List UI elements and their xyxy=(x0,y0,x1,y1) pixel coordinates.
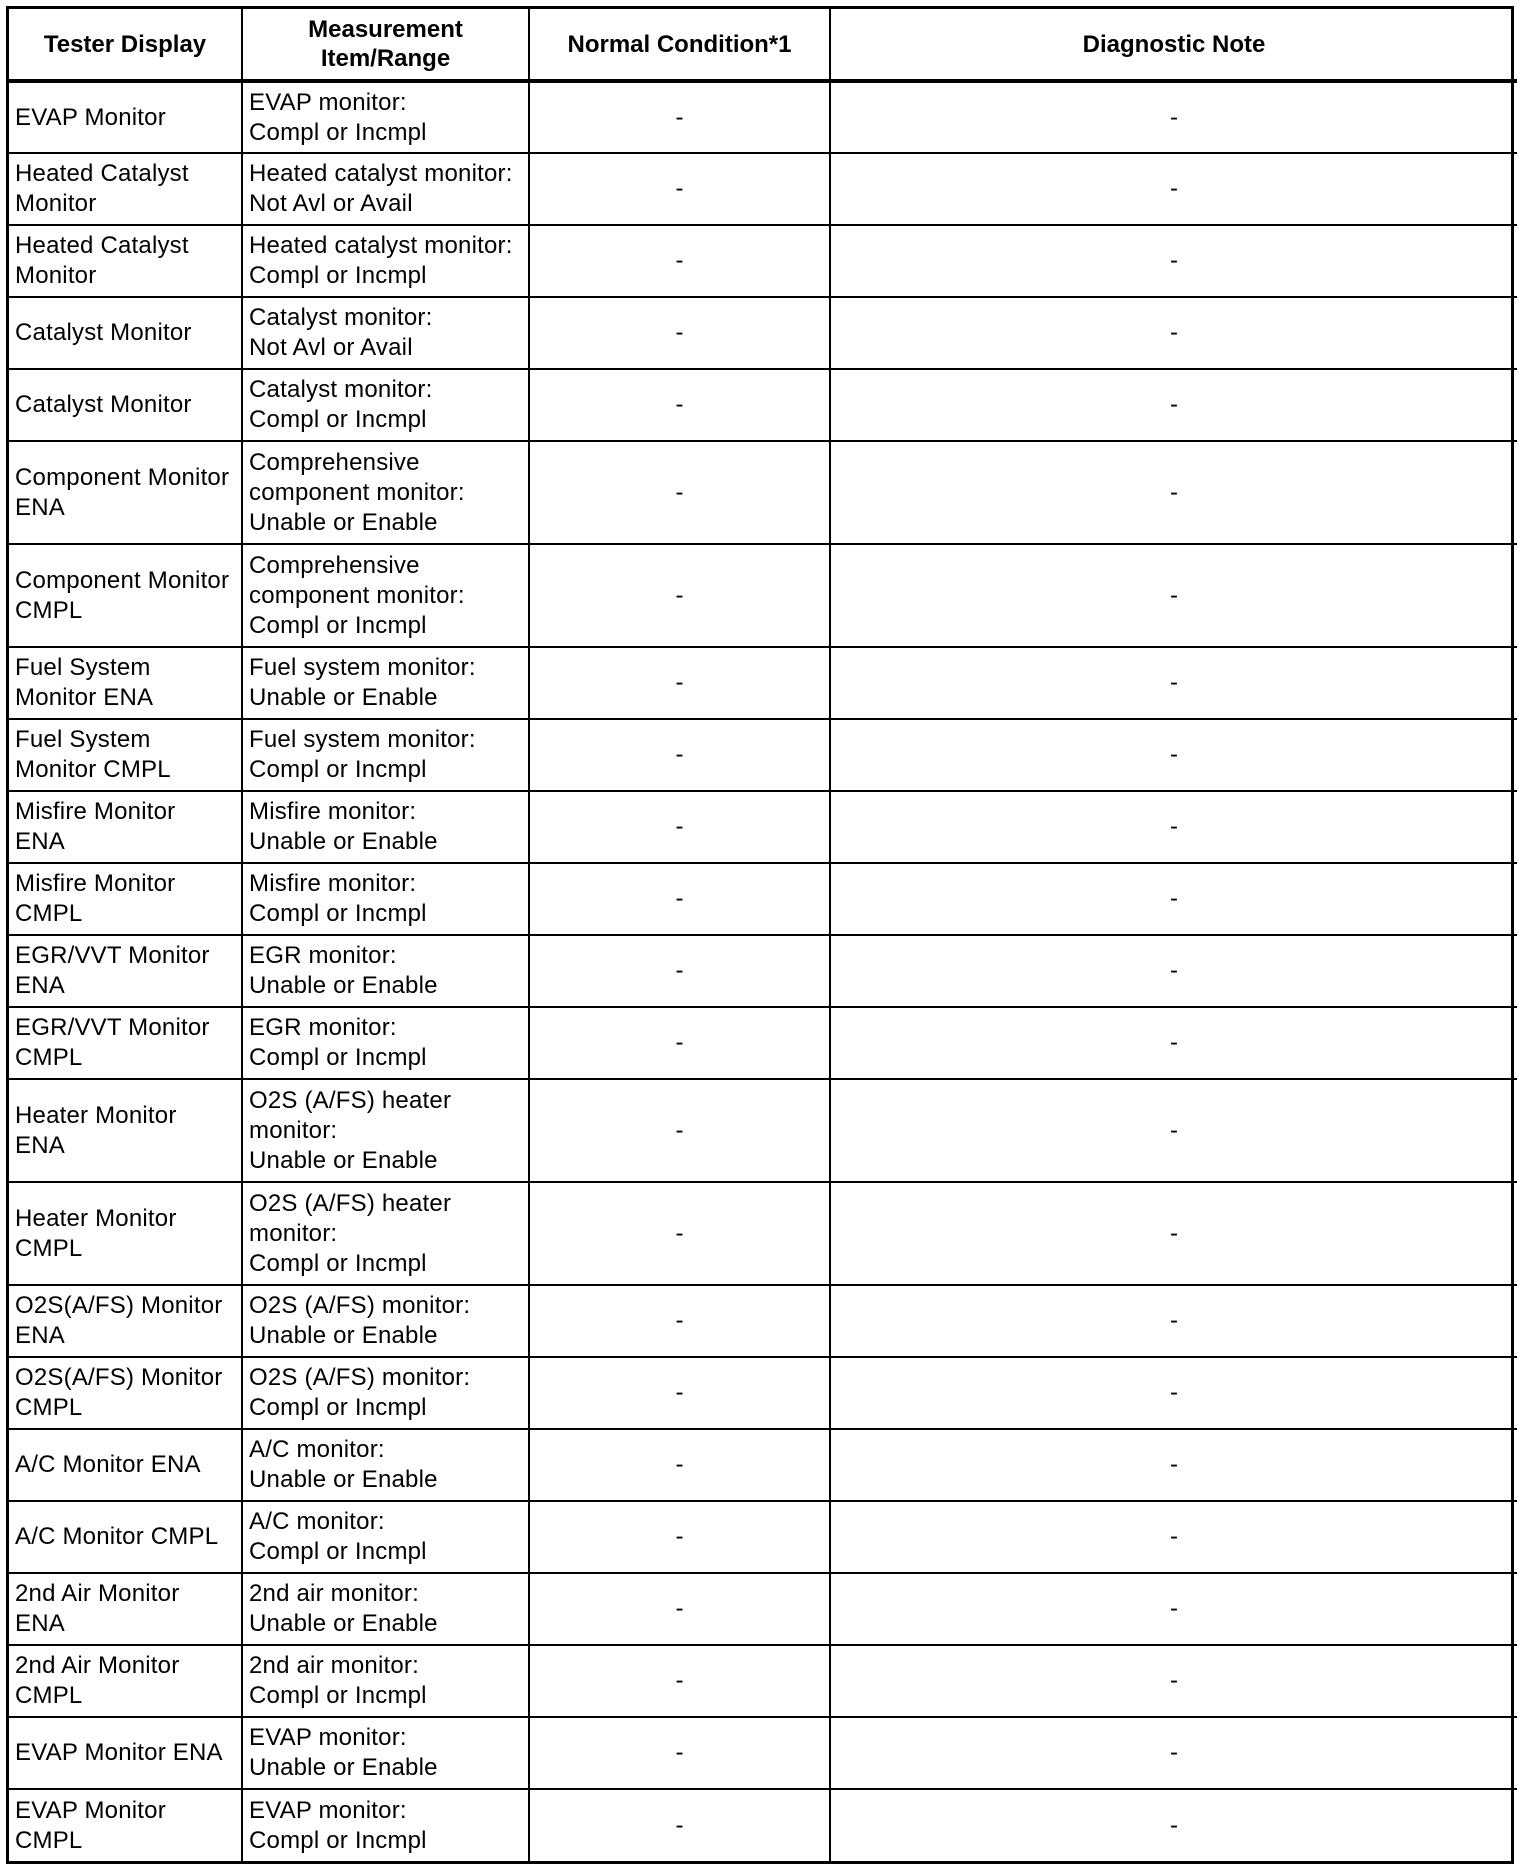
measurement-cell: EVAP monitor: Compl or Incmpl xyxy=(242,81,529,153)
normal-condition-cell: - xyxy=(529,81,830,153)
tester-display-cell: Catalyst Monitor xyxy=(9,369,242,441)
diagnostic-note-cell: - xyxy=(830,1429,1517,1501)
normal-condition-cell: - xyxy=(529,1501,830,1573)
table-row xyxy=(9,935,1517,1007)
normal-condition-cell: - xyxy=(529,647,830,719)
table-row xyxy=(9,1079,1517,1182)
measurement-cell: Catalyst monitor: Not Avl or Avail xyxy=(242,297,529,369)
measurement-cell: O2S (A/FS) monitor: Unable or Enable xyxy=(242,1285,529,1357)
normal-condition-cell: - xyxy=(529,153,830,225)
measurement-cell: Comprehensive component monitor: Unable or Enable xyxy=(242,441,529,544)
tester-display-cell: Misfire Monitor ENA xyxy=(9,791,242,863)
measurement-cell: Comprehensive component monitor: Compl or Incmpl xyxy=(242,544,529,647)
diagnostic-note-cell: - xyxy=(830,1182,1517,1285)
diagnostic-note-cell: - xyxy=(830,441,1517,544)
tester-display-cell: Fuel System Monitor ENA xyxy=(9,647,242,719)
diagnostic-note-cell: - xyxy=(830,1717,1517,1789)
diagnostic-note-cell: - xyxy=(830,935,1517,1007)
table-row xyxy=(9,369,1517,441)
tester-display-cell: O2S(A/FS) Monitor CMPL xyxy=(9,1357,242,1429)
normal-condition-cell: - xyxy=(529,935,830,1007)
table-row xyxy=(9,544,1517,647)
normal-condition-cell: - xyxy=(529,719,830,791)
normal-condition-cell: - xyxy=(529,1429,830,1501)
normal-condition-cell: - xyxy=(529,1789,830,1861)
header-normal-condition: Normal Condition*1 xyxy=(529,9,830,81)
measurement-cell: Fuel system monitor: Unable or Enable xyxy=(242,647,529,719)
tester-display-cell: 2nd Air Monitor CMPL xyxy=(9,1645,242,1717)
table-row xyxy=(9,1357,1517,1429)
diagnostic-note-cell: - xyxy=(830,1573,1517,1645)
table-row xyxy=(9,791,1517,863)
measurement-cell: Misfire monitor: Compl or Incmpl xyxy=(242,863,529,935)
normal-condition-cell: - xyxy=(529,1007,830,1079)
table-row xyxy=(9,863,1517,935)
tester-display-cell: Heater Monitor CMPL xyxy=(9,1182,242,1285)
table-row xyxy=(9,297,1517,369)
measurement-cell: EVAP monitor: Unable or Enable xyxy=(242,1717,529,1789)
normal-condition-cell: - xyxy=(529,1285,830,1357)
diagnostic-note-cell: - xyxy=(830,1357,1517,1429)
table-row xyxy=(9,1007,1517,1079)
normal-condition-cell: - xyxy=(529,225,830,297)
tester-display-cell: EVAP Monitor CMPL xyxy=(9,1789,242,1861)
normal-condition-cell: - xyxy=(529,1079,830,1182)
measurement-cell: 2nd air monitor: Compl or Incmpl xyxy=(242,1645,529,1717)
tester-display-cell: A/C Monitor ENA xyxy=(9,1429,242,1501)
header-measurement: Measurement Item/Range xyxy=(242,9,529,81)
table-body xyxy=(9,81,1517,1861)
table-row xyxy=(9,1789,1517,1861)
measurement-cell: Misfire monitor: Unable or Enable xyxy=(242,791,529,863)
header-tester-display: Tester Display xyxy=(9,9,242,81)
tester-display-cell: A/C Monitor CMPL xyxy=(9,1501,242,1573)
measurement-cell: 2nd air monitor: Unable or Enable xyxy=(242,1573,529,1645)
tester-display-cell: Heated Catalyst Monitor xyxy=(9,153,242,225)
table-row xyxy=(9,719,1517,791)
header-row xyxy=(9,9,1517,81)
table-row xyxy=(9,153,1517,225)
diagnostic-note-cell: - xyxy=(830,791,1517,863)
tester-display-cell: Heater Monitor ENA xyxy=(9,1079,242,1182)
normal-condition-cell: - xyxy=(529,1182,830,1285)
tester-display-cell: Misfire Monitor CMPL xyxy=(9,863,242,935)
diagnostic-note-cell: - xyxy=(830,1079,1517,1182)
table-row xyxy=(9,1573,1517,1645)
table-row xyxy=(9,647,1517,719)
normal-condition-cell: - xyxy=(529,1645,830,1717)
table-row xyxy=(9,441,1517,544)
measurement-cell: Catalyst monitor: Compl or Incmpl xyxy=(242,369,529,441)
table-row xyxy=(9,81,1517,153)
normal-condition-cell: - xyxy=(529,1717,830,1789)
measurement-cell: Heated catalyst monitor: Compl or Incmpl xyxy=(242,225,529,297)
tester-display-cell: Heated Catalyst Monitor xyxy=(9,225,242,297)
tester-display-cell: EGR/VVT Monitor ENA xyxy=(9,935,242,1007)
tester-display-cell: Component Monitor ENA xyxy=(9,441,242,544)
table-row xyxy=(9,225,1517,297)
diagnostic-note-cell: - xyxy=(830,1007,1517,1079)
diagnostic-note-cell: - xyxy=(830,81,1517,153)
tester-display-cell: O2S(A/FS) Monitor ENA xyxy=(9,1285,242,1357)
measurement-cell: EVAP monitor: Compl or Incmpl xyxy=(242,1789,529,1861)
table-frame xyxy=(6,6,1514,1864)
tester-display-cell: Component Monitor CMPL xyxy=(9,544,242,647)
measurement-cell: EGR monitor: Unable or Enable xyxy=(242,935,529,1007)
diagnostic-note-cell: - xyxy=(830,1285,1517,1357)
table-row xyxy=(9,1429,1517,1501)
diagnostic-note-cell: - xyxy=(830,1645,1517,1717)
diagnostic-note-cell: - xyxy=(830,369,1517,441)
tester-display-cell: Catalyst Monitor xyxy=(9,297,242,369)
diagnostic-note-cell: - xyxy=(830,225,1517,297)
table-row xyxy=(9,1717,1517,1789)
monitor-data-table xyxy=(9,9,1517,1861)
normal-condition-cell: - xyxy=(529,297,830,369)
diagnostic-note-cell: - xyxy=(830,297,1517,369)
diagnostic-note-cell: - xyxy=(830,153,1517,225)
header-diagnostic-note: Diagnostic Note xyxy=(830,9,1517,81)
table-row xyxy=(9,1645,1517,1717)
measurement-cell: O2S (A/FS) heater monitor: Compl or Incmpl xyxy=(242,1182,529,1285)
tester-display-cell: EVAP Monitor xyxy=(9,81,242,153)
tester-display-cell: 2nd Air Monitor ENA xyxy=(9,1573,242,1645)
normal-condition-cell: - xyxy=(529,791,830,863)
measurement-cell: O2S (A/FS) monitor: Compl or Incmpl xyxy=(242,1357,529,1429)
normal-condition-cell: - xyxy=(529,544,830,647)
measurement-cell: O2S (A/FS) heater monitor: Unable or Enable xyxy=(242,1079,529,1182)
table-row xyxy=(9,1285,1517,1357)
measurement-cell: Fuel system monitor: Compl or Incmpl xyxy=(242,719,529,791)
measurement-cell: EGR monitor: Compl or Incmpl xyxy=(242,1007,529,1079)
measurement-cell: A/C monitor: Unable or Enable xyxy=(242,1429,529,1501)
diagnostic-note-cell: - xyxy=(830,719,1517,791)
tester-display-cell: EGR/VVT Monitor CMPL xyxy=(9,1007,242,1079)
diagnostic-note-cell: - xyxy=(830,1789,1517,1861)
diagnostic-note-cell: - xyxy=(830,544,1517,647)
normal-condition-cell: - xyxy=(529,1573,830,1645)
measurement-cell: A/C monitor: Compl or Incmpl xyxy=(242,1501,529,1573)
tester-display-cell: Fuel System Monitor CMPL xyxy=(9,719,242,791)
diagnostic-note-cell: - xyxy=(830,1501,1517,1573)
measurement-cell: Heated catalyst monitor: Not Avl or Avail xyxy=(242,153,529,225)
normal-condition-cell: - xyxy=(529,369,830,441)
diagnostic-note-cell: - xyxy=(830,647,1517,719)
diagnostic-note-cell: - xyxy=(830,863,1517,935)
table-row xyxy=(9,1501,1517,1573)
table-row xyxy=(9,1182,1517,1285)
normal-condition-cell: - xyxy=(529,863,830,935)
tester-display-cell: EVAP Monitor ENA xyxy=(9,1717,242,1789)
normal-condition-cell: - xyxy=(529,1357,830,1429)
normal-condition-cell: - xyxy=(529,441,830,544)
